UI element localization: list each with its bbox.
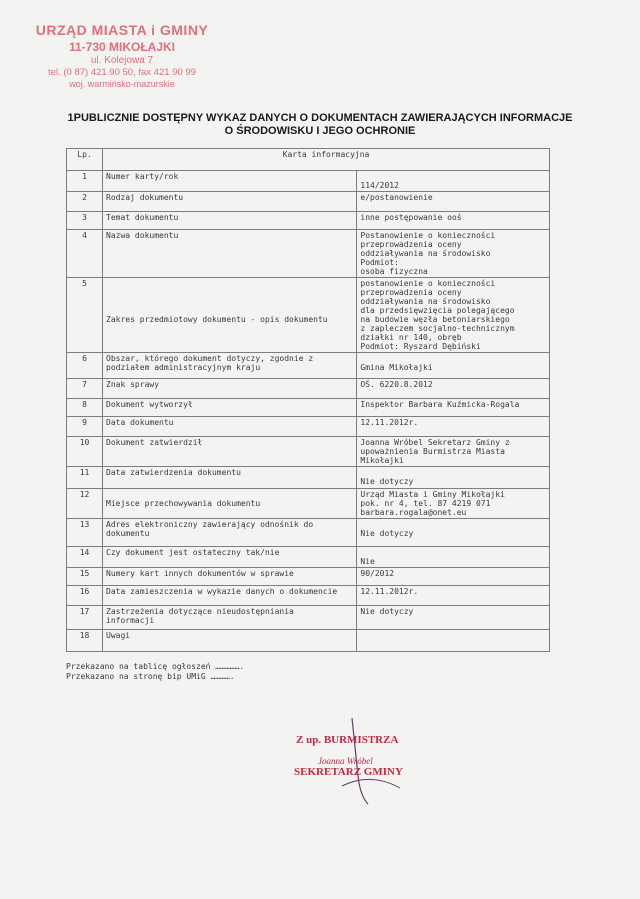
table-row [67,353,550,379]
footer-notes [66,662,244,682]
table-row [67,519,550,547]
table-row [67,630,550,652]
table-row [67,568,550,586]
row-number: 5 [67,278,103,353]
row-label: Uwagi [103,630,357,652]
row-number: 11 [67,467,103,489]
row-number: 7 [67,379,103,399]
row-label: Zakres przedmiotowy dokumentu - opis dokumentu [103,278,357,353]
footer-line: Przekazano na stronę bip UMiG …………. [66,672,235,681]
table-row [67,171,550,192]
signature-line: SEKRETARZ GMINY [294,766,403,778]
row-value: 12.11.2012r. [357,417,550,437]
signature-stamp [282,716,432,806]
table-header-row [67,149,550,171]
row-number: 18 [67,630,103,652]
header-card: Karta informacyjna [103,149,550,171]
row-value: 90/2012 [357,568,550,586]
row-value: 12.11.2012r. [357,586,550,606]
information-card-table [66,148,550,652]
header-lp: Lp. [67,149,103,171]
office-stamp [22,22,222,89]
row-value: Gmina Mikołajki [357,353,550,379]
row-label: Obszar, którego dokument dotyczy, zgodnie z podziałem administracyjnym kraju [103,353,357,379]
row-number: 17 [67,606,103,630]
row-value: Nie dotyczy [357,519,550,547]
row-label: Numer karty/rok [103,171,357,192]
row-label: Dokument zatwierdził [103,437,357,467]
row-number: 10 [67,437,103,467]
row-number: 6 [67,353,103,379]
row-label: Miejsce przechowywania dokumentu [103,489,357,519]
signature-line: Joanna Wróbel [318,756,373,766]
row-number: 2 [67,192,103,212]
row-label: Czy dokument jest ostateczny tak/nie [103,547,357,568]
row-label: Rodzaj dokumentu [103,192,357,212]
row-value: postanowienie o konieczności przeprowadzenia oceny oddziaływania na środowisko dla przedsięwzięcia polegającego na budowie węzła betoniarskiego z zapleczem socjalno-technicznym działki nr 140, obręb Podmiot: Ryszard Dębiński [357,278,550,353]
title-line: 1PUBLICZNIE DOSTĘPNY WYKAZ DANYCH O DOKUMENTACH ZAWIERAJĄCYCH INFORMACJE [67,112,573,124]
table-row [67,606,550,630]
row-label: Data dokumentu [103,417,357,437]
stamp-line: URZĄD MIASTA i GMINY [35,22,209,38]
table-row [67,417,550,437]
row-label: Dokument wytworzył [103,399,357,417]
row-value: e/postanowienie [357,192,550,212]
row-number: 13 [67,519,103,547]
row-value: Nie dotyczy [357,467,550,489]
stamp-line: woj. warmińsko-mazurskie [69,79,175,89]
table-row [67,467,550,489]
row-number: 12 [67,489,103,519]
footer-line: Przekazano na tablicę ogłoszeń ……………. [66,662,245,671]
row-number: 3 [67,212,103,230]
row-label: Zastrzeżenia dotyczące nieudostępniania informacji [103,606,357,630]
row-value: Urząd Miasta i Gminy Mikołajki pok. nr 4, tel. 87 4219 071 barbara.rogala@onet.eu [357,489,550,519]
row-number: 4 [67,230,103,278]
row-number: 15 [67,568,103,586]
table-row [67,547,550,568]
stamp-line: tel. (0 87) 421 90 50, fax 421 90 99 [48,67,196,78]
stamp-line: ul. Kolejowa 7 [90,55,154,66]
row-label: Data zatwierdzenia dokumentu [103,467,357,489]
table-row [67,489,550,519]
row-value: Nie [357,547,550,568]
row-value: OŚ. 6220.8.2012 [357,379,550,399]
row-label: Temat dokumentu [103,212,357,230]
table-row [67,192,550,212]
row-number: 8 [67,399,103,417]
row-number: 16 [67,586,103,606]
row-label: Nazwa dokumentu [103,230,357,278]
table-row [67,586,550,606]
row-value: Postanowienie o konieczności przeprowadzenia oceny oddziaływania na środowisko Podmiot: osoba fizyczna [357,230,550,278]
table-row [67,212,550,230]
row-value: inne postępowanie ooś [357,212,550,230]
table-row [67,278,550,353]
row-label: Data zamieszczenia w wykazie danych o dokumencie [103,586,357,606]
page-title [60,112,580,138]
row-label: Znak sprawy [103,379,357,399]
row-label: Numery kart innych dokumentów w sprawie [103,568,357,586]
signature-line: Z up. BURMISTRZA [296,734,399,746]
table-row [67,437,550,467]
row-value: Inspektor Barbara Kuźmicka-Rogala [357,399,550,417]
row-number: 14 [67,547,103,568]
row-value: Nie dotyczy [357,606,550,630]
row-number: 9 [67,417,103,437]
title-line: O ŚRODOWISKU I JEGO OCHRONIE [224,125,416,137]
row-value [357,630,550,652]
row-number: 1 [67,171,103,192]
table-row [67,230,550,278]
table-row [67,379,550,399]
row-value: 114/2012 [357,171,550,192]
row-label: Adres elektroniczny zawierający odnośnik do dokumentu [103,519,357,547]
stamp-line: 11-730 MIKOŁAJKI [68,40,176,54]
table-row [67,399,550,417]
row-value: Joanna Wróbel Sekretarz Gminy z upoważnienia Burmistrza Miasta Mikołajki [357,437,550,467]
